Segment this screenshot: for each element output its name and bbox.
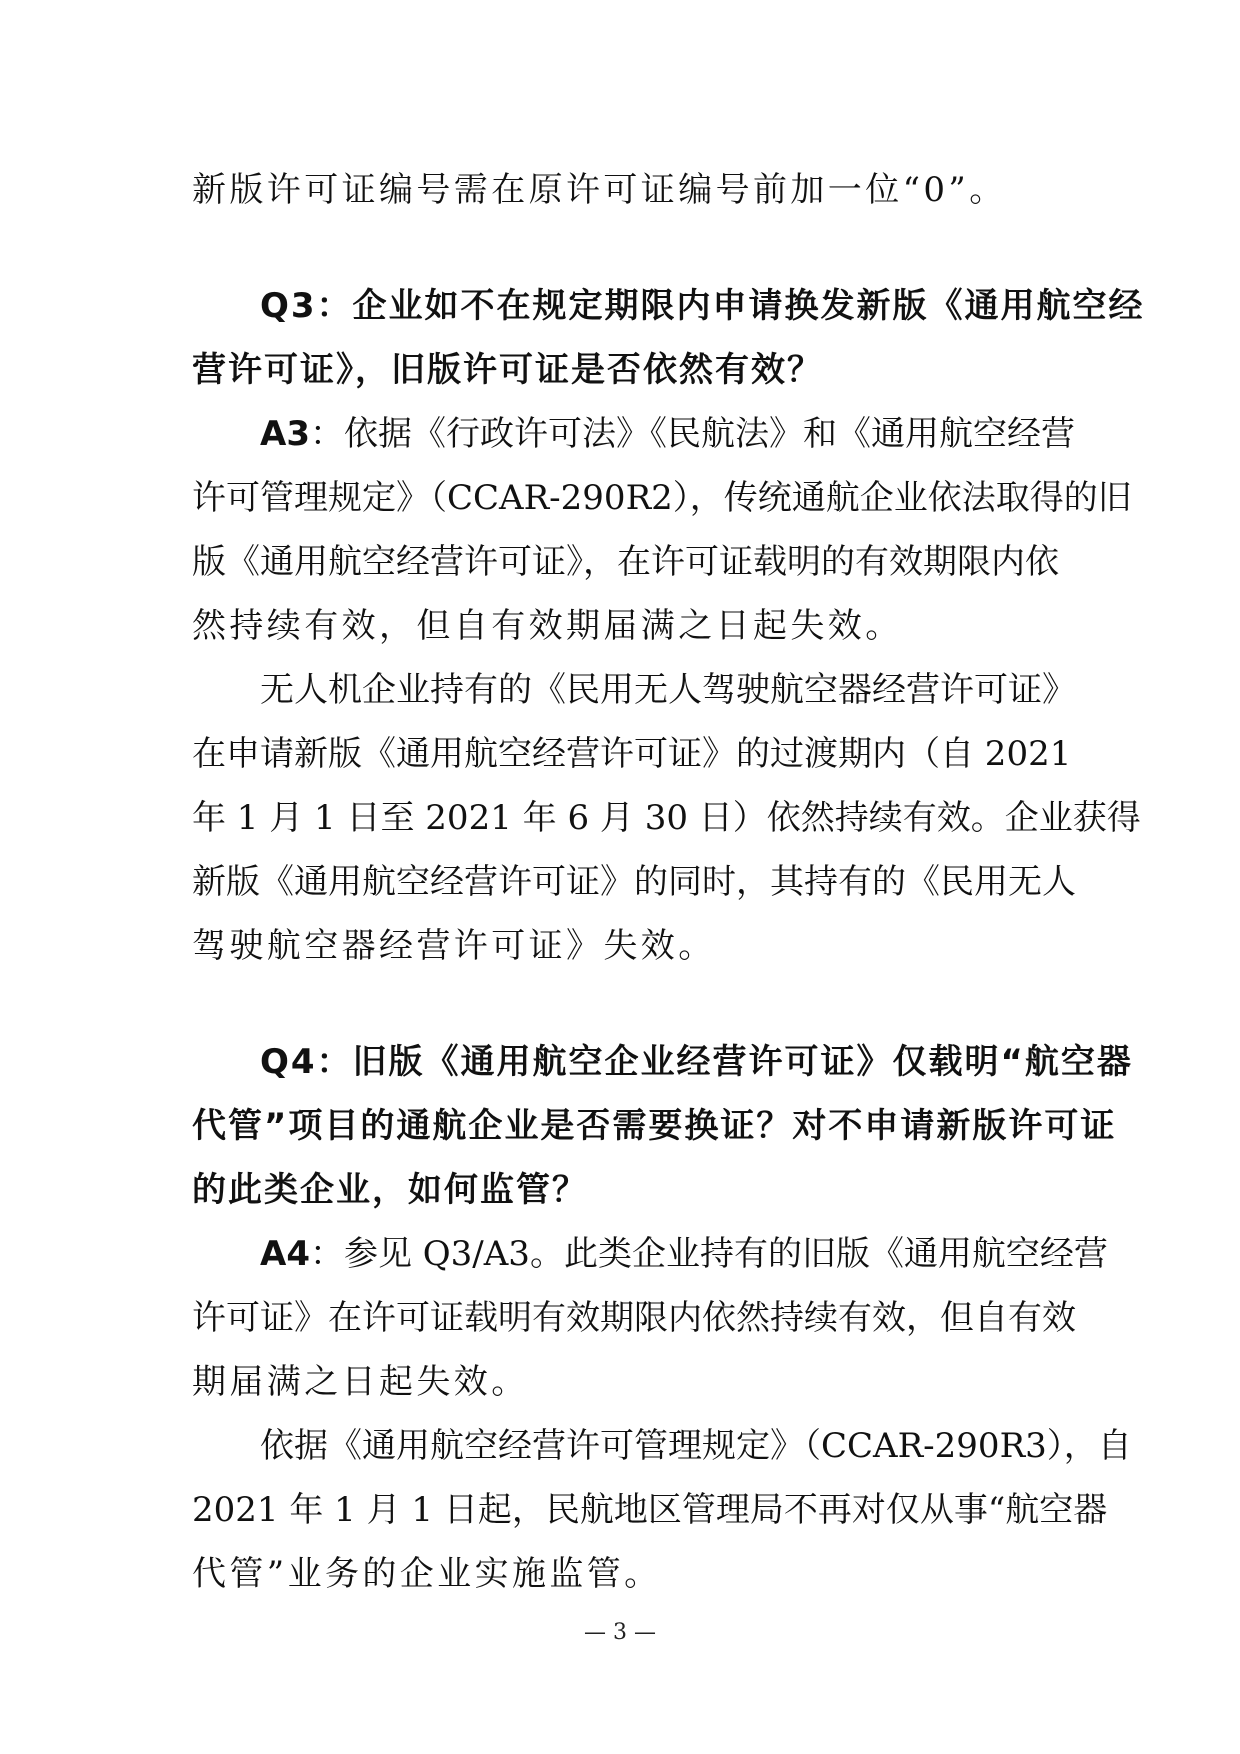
q4-heading-line-3: 的此类企业，如何监管？ bbox=[192, 1170, 588, 1210]
a3-paragraph-2-line-5: 驾驶航空器经营许可证》失效。 bbox=[192, 926, 716, 966]
a3-label: A3 bbox=[260, 414, 310, 454]
q3-heading-line-2: 营许可证》，旧版许可证是否依然有效？ bbox=[192, 350, 823, 390]
q4-heading-line-1: Q4：旧版《通用航空企业经营许可证》仅载明“航空器 bbox=[260, 1042, 1133, 1082]
a3-paragraph-1-line-3: 版《通用航空经营许可证》，在许可证载明的有效期限内依 bbox=[192, 542, 1059, 582]
a4-paragraph-2-line-3: 代管”业务的企业实施监管。 bbox=[192, 1554, 662, 1594]
a3-paragraph-2-line-3: 年 1 月 1 日至 2021 年 6 月 30 日）依然持续有效。企业获得 bbox=[192, 798, 1141, 838]
a4-paragraph-2-line-1: 依据《通用航空经营许可管理规定》（CCAR-290R3），自 bbox=[260, 1426, 1132, 1466]
a3-paragraph-2-line-1: 无人机企业持有的《民用无人驾驶航空器经营许可证》 bbox=[260, 670, 1076, 710]
a4-paragraph-2-line-2: 2021 年 1 月 1 日起，民航地区管理局不再对仅从事“航空器 bbox=[192, 1490, 1108, 1530]
spacer bbox=[192, 222, 1056, 274]
spacer bbox=[192, 978, 1056, 1030]
intro-tail-text: 新版许可证编号需在原许可证编号前加一位“0”。 bbox=[192, 170, 1007, 210]
a4-label: A4 bbox=[260, 1234, 310, 1274]
page-number: — 3 — bbox=[584, 1620, 656, 1645]
a3-paragraph-2-line-4: 新版《通用航空经营许可证》的同时，其持有的《民用无人 bbox=[192, 862, 1076, 902]
a3-paragraph-1-line-4: 然持续有效，但自有效期届满之日起失效。 bbox=[192, 606, 903, 646]
a3-paragraph-1-line-1 bbox=[192, 402, 1075, 466]
a4-paragraph-1-line-3: 期届满之日起失效。 bbox=[192, 1362, 529, 1402]
a4-paragraph-1-line-2: 许可证》在许可证载明有效期限内依然持续有效，但自有效 bbox=[192, 1298, 1076, 1338]
a3-paragraph-1-first-text: ：依据《行政许可法》《民航法》和《通用航空经营 bbox=[309, 414, 1075, 454]
a4-paragraph-1-line-1 bbox=[192, 1222, 1108, 1286]
q4-heading-line-2: 代管”项目的通航企业是否需要换证？对不申请新版许可证 bbox=[192, 1106, 1117, 1146]
document-body bbox=[192, 158, 1145, 1606]
a3-paragraph-2-line-2: 在申请新版《通用航空经营许可证》的过渡期内（自 2021 bbox=[192, 734, 1072, 774]
a4-paragraph-1-first-text: ：参见 Q3/A3。此类企业持有的旧版《通用航空经营 bbox=[309, 1234, 1108, 1274]
q3-heading-line-1: Q3：企业如不在规定期限内申请换发新版《通用航空经 bbox=[260, 286, 1145, 326]
a3-paragraph-1-line-2: 许可管理规定》（CCAR-290R2），传统通航企业依法取得的旧 bbox=[192, 478, 1132, 518]
